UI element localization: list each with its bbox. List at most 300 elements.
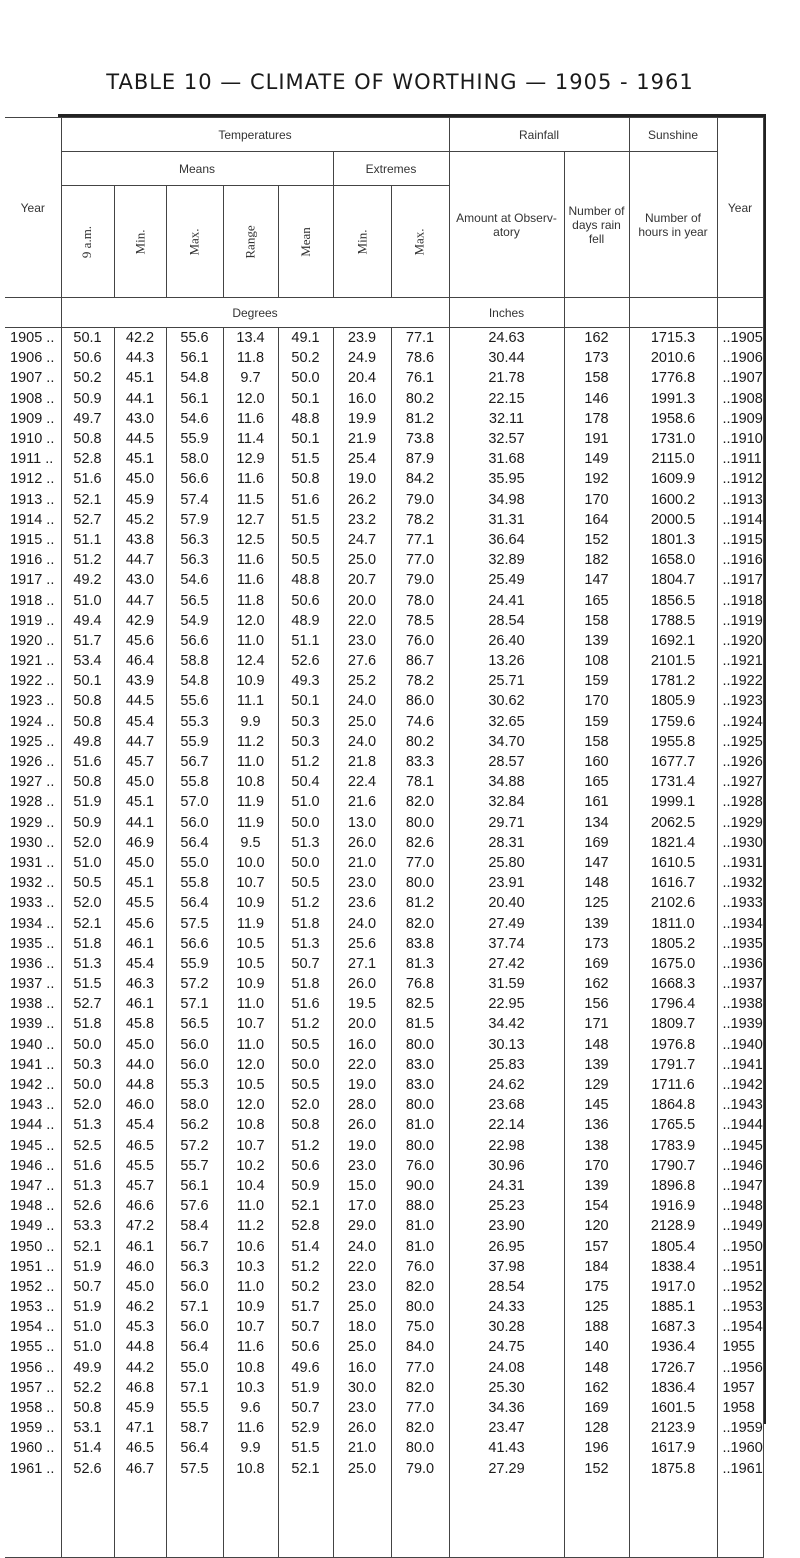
cell-rain: 23.68 — [449, 1095, 564, 1115]
cell-rain: 34.98 — [449, 490, 564, 510]
sun-hours-header: Number of hours in year — [629, 152, 717, 298]
cell-min: 44.7 — [114, 732, 166, 752]
cell-max: 55.3 — [166, 1075, 223, 1095]
cell-sun: 2062.5 — [629, 813, 717, 833]
cell-year: 1957 .. — [5, 1378, 61, 1398]
cell-rain: 27.42 — [449, 954, 564, 974]
cell-mean: 52.9 — [278, 1418, 333, 1438]
cell-am9: 50.1 — [61, 671, 114, 691]
table-row — [5, 1378, 763, 1398]
cell-mean: 51.5 — [278, 449, 333, 469]
cell-yr: ..1951 — [717, 1257, 763, 1277]
cell-days: 145 — [564, 1095, 629, 1115]
cell-emin: 24.0 — [333, 1236, 391, 1256]
cell-rain: 34.36 — [449, 1398, 564, 1418]
cell-emin: 26.2 — [333, 490, 391, 510]
cell-yr: ..1930 — [717, 833, 763, 853]
cell-rain: 37.74 — [449, 934, 564, 954]
table-row — [5, 833, 763, 853]
cell-days: 149 — [564, 449, 629, 469]
cell-am9: 52.0 — [61, 1095, 114, 1115]
cell-emin: 27.6 — [333, 651, 391, 671]
cell-year: 1958 .. — [5, 1398, 61, 1418]
cell-days: 188 — [564, 1317, 629, 1337]
cell-rain: 22.15 — [449, 389, 564, 409]
cell-emin: 19.0 — [333, 469, 391, 489]
cell-am9: 50.6 — [61, 348, 114, 368]
cell-year: 1917 .. — [5, 570, 61, 590]
cell-yr: ..1910 — [717, 429, 763, 449]
cell-days: 148 — [564, 873, 629, 893]
table-row — [5, 429, 763, 449]
cell-max: 56.2 — [166, 1115, 223, 1135]
cell-mean: 51.2 — [278, 1136, 333, 1156]
cell-yr: ..1931 — [717, 853, 763, 873]
cell-min: 45.6 — [114, 913, 166, 933]
cell-sun: 1790.7 — [629, 1156, 717, 1176]
cell-min: 46.5 — [114, 1438, 166, 1458]
cell-rain: 26.40 — [449, 631, 564, 651]
cell-range: 13.4 — [223, 328, 278, 349]
cell-max: 54.9 — [166, 611, 223, 631]
cell-sun: 1759.6 — [629, 712, 717, 732]
cell-days: 191 — [564, 429, 629, 449]
cell-max: 55.6 — [166, 691, 223, 711]
cell-emax: 86.7 — [391, 651, 449, 671]
cell-year: 1910 .. — [5, 429, 61, 449]
cell-year: 1920 .. — [5, 631, 61, 651]
cell-min: 43.0 — [114, 409, 166, 429]
cell-sun: 2123.9 — [629, 1418, 717, 1438]
cell-yr: ..1913 — [717, 490, 763, 510]
cell-rain: 32.89 — [449, 550, 564, 570]
cell-year: 1942 .. — [5, 1075, 61, 1095]
cell-range: 11.0 — [223, 994, 278, 1014]
cell-sun: 1601.5 — [629, 1398, 717, 1418]
cell-year: 1946 .. — [5, 1156, 61, 1176]
cell-days: 157 — [564, 1236, 629, 1256]
cell-yr: ..1929 — [717, 813, 763, 833]
cell-sun: 1791.7 — [629, 1055, 717, 1075]
cell-yr: ..1921 — [717, 651, 763, 671]
cell-range: 10.3 — [223, 1257, 278, 1277]
cell-emax: 82.0 — [391, 1418, 449, 1438]
cell-emax: 80.0 — [391, 1438, 449, 1458]
cell-days: 158 — [564, 611, 629, 631]
cell-emax: 80.2 — [391, 732, 449, 752]
cell-am9: 50.0 — [61, 1035, 114, 1055]
cell-am9: 51.5 — [61, 974, 114, 994]
cell-rain: 30.44 — [449, 348, 564, 368]
cell-min: 44.7 — [114, 550, 166, 570]
cell-am9: 51.0 — [61, 1337, 114, 1357]
cell-year: 1919 .. — [5, 611, 61, 631]
cell-mean: 50.0 — [278, 853, 333, 873]
cell-range: 12.4 — [223, 651, 278, 671]
cell-year: 1932 .. — [5, 873, 61, 893]
cell-min: 45.4 — [114, 1115, 166, 1135]
cell-sun: 1801.3 — [629, 530, 717, 550]
cell-max: 58.8 — [166, 651, 223, 671]
cell-sun: 1600.2 — [629, 490, 717, 510]
table-row — [5, 954, 763, 974]
cell-year: 1905 .. — [5, 328, 61, 349]
cell-min: 46.1 — [114, 934, 166, 954]
cell-rain: 21.78 — [449, 368, 564, 388]
cell-sun: 1711.6 — [629, 1075, 717, 1095]
cell-range: 10.4 — [223, 1176, 278, 1196]
table-row — [5, 1216, 763, 1236]
cell-min: 46.9 — [114, 833, 166, 853]
cell-range: 12.5 — [223, 530, 278, 550]
cell-yr: 1958 — [717, 1398, 763, 1418]
cell-min: 45.0 — [114, 853, 166, 873]
cell-range: 11.6 — [223, 550, 278, 570]
table-row — [5, 1196, 763, 1216]
cell-rain: 34.42 — [449, 1014, 564, 1034]
cell-am9: 51.3 — [61, 954, 114, 974]
cell-emax: 78.0 — [391, 590, 449, 610]
cell-emax: 82.0 — [391, 792, 449, 812]
cell-min: 45.1 — [114, 792, 166, 812]
cell-rain: 31.31 — [449, 510, 564, 530]
cell-days: 108 — [564, 651, 629, 671]
cell-emax: 81.3 — [391, 954, 449, 974]
cell-rain: 24.63 — [449, 328, 564, 349]
cell-sun: 1675.0 — [629, 954, 717, 974]
cell-yr: ..1953 — [717, 1297, 763, 1317]
cell-days: 136 — [564, 1115, 629, 1135]
cell-sun: 1976.8 — [629, 1035, 717, 1055]
cell-emax: 83.0 — [391, 1055, 449, 1075]
cell-sun: 2000.5 — [629, 510, 717, 530]
cell-am9: 51.3 — [61, 1176, 114, 1196]
cell-mean: 50.7 — [278, 1398, 333, 1418]
cell-year: 1945 .. — [5, 1136, 61, 1156]
cell-yr: ..1922 — [717, 671, 763, 691]
cell-rain: 24.62 — [449, 1075, 564, 1095]
table-row — [5, 1317, 763, 1337]
table-row — [5, 389, 763, 409]
cell-sun: 1677.7 — [629, 752, 717, 772]
cell-days: 169 — [564, 833, 629, 853]
cell-sun: 2010.6 — [629, 348, 717, 368]
cell-am9: 50.9 — [61, 389, 114, 409]
cell-am9: 50.2 — [61, 368, 114, 388]
cell-rain: 25.23 — [449, 1196, 564, 1216]
cell-sun: 1805.2 — [629, 934, 717, 954]
cell-min: 45.2 — [114, 510, 166, 530]
cell-emax: 78.1 — [391, 772, 449, 792]
cell-max: 54.6 — [166, 570, 223, 590]
cell-rain: 36.64 — [449, 530, 564, 550]
cell-rain: 30.62 — [449, 691, 564, 711]
cell-am9: 50.0 — [61, 1075, 114, 1095]
cell-range: 12.0 — [223, 1055, 278, 1075]
cell-range: 11.4 — [223, 429, 278, 449]
cell-days: 162 — [564, 974, 629, 994]
cell-emin: 23.6 — [333, 893, 391, 913]
cell-rain: 24.75 — [449, 1337, 564, 1357]
table-row — [5, 732, 763, 752]
cell-year: 1954 .. — [5, 1317, 61, 1337]
cell-sun: 1856.5 — [629, 590, 717, 610]
cell-emax: 78.5 — [391, 611, 449, 631]
cell-year: 1935 .. — [5, 934, 61, 954]
cell-am9: 53.4 — [61, 651, 114, 671]
cell-emin: 25.0 — [333, 1337, 391, 1357]
cell-year: 1923 .. — [5, 691, 61, 711]
cell-min: 43.0 — [114, 570, 166, 590]
cell-min: 44.2 — [114, 1358, 166, 1378]
cell-max: 56.6 — [166, 631, 223, 651]
cell-min: 45.9 — [114, 490, 166, 510]
cell-am9: 51.0 — [61, 1317, 114, 1337]
cell-range: 11.6 — [223, 469, 278, 489]
table-row — [5, 1055, 763, 1075]
cell-year: 1918 .. — [5, 590, 61, 610]
cell-yr: ..1916 — [717, 550, 763, 570]
cell-max: 57.9 — [166, 510, 223, 530]
cell-yr: ..1915 — [717, 530, 763, 550]
cell-max: 56.5 — [166, 590, 223, 610]
cell-year: 1956 .. — [5, 1358, 61, 1378]
cell-yr: ..1928 — [717, 792, 763, 812]
table-row — [5, 1075, 763, 1095]
cell-range: 11.9 — [223, 813, 278, 833]
cell-yr: ..1936 — [717, 954, 763, 974]
cell-emax: 78.6 — [391, 348, 449, 368]
cell-emax: 73.8 — [391, 429, 449, 449]
cell-am9: 51.9 — [61, 1257, 114, 1277]
cell-days: 129 — [564, 1075, 629, 1095]
cell-mean: 51.6 — [278, 994, 333, 1014]
extremes-header: Extremes — [333, 152, 449, 186]
cell-emax: 76.0 — [391, 1257, 449, 1277]
cell-mean: 52.0 — [278, 1095, 333, 1115]
cell-sun: 1811.0 — [629, 913, 717, 933]
cell-yr: ..1948 — [717, 1196, 763, 1216]
cell-max: 57.4 — [166, 490, 223, 510]
cell-sun: 1917.0 — [629, 1277, 717, 1297]
cell-year: 1916 .. — [5, 550, 61, 570]
cell-min: 46.0 — [114, 1095, 166, 1115]
cell-year: 1929 .. — [5, 813, 61, 833]
cell-min: 44.1 — [114, 389, 166, 409]
cell-rain: 23.90 — [449, 1216, 564, 1236]
cell-yr: ..1959 — [717, 1418, 763, 1438]
cell-min: 46.2 — [114, 1297, 166, 1317]
cell-rain: 28.54 — [449, 1277, 564, 1297]
cell-max: 56.0 — [166, 1055, 223, 1075]
cell-yr: ..1937 — [717, 974, 763, 994]
cell-year: 1931 .. — [5, 853, 61, 873]
cell-emax: 80.0 — [391, 1136, 449, 1156]
cell-max: 57.6 — [166, 1196, 223, 1216]
cell-min: 44.8 — [114, 1075, 166, 1095]
table-row — [5, 530, 763, 550]
cell-emin: 15.0 — [333, 1176, 391, 1196]
cell-rain: 25.80 — [449, 853, 564, 873]
cell-am9: 52.1 — [61, 1236, 114, 1256]
cell-days: 139 — [564, 913, 629, 933]
cell-sun: 1692.1 — [629, 631, 717, 651]
cell-mean: 52.1 — [278, 1196, 333, 1216]
cell-emax: 77.1 — [391, 530, 449, 550]
cell-sun: 1805.9 — [629, 691, 717, 711]
cell-rain: 28.54 — [449, 611, 564, 631]
cell-range: 10.6 — [223, 1236, 278, 1256]
cell-emin: 28.0 — [333, 1095, 391, 1115]
cell-emin: 23.0 — [333, 1398, 391, 1418]
cell-am9: 53.1 — [61, 1418, 114, 1438]
cell-emax: 78.2 — [391, 510, 449, 530]
cell-emin: 19.0 — [333, 1136, 391, 1156]
cell-max: 55.3 — [166, 712, 223, 732]
cell-days: 170 — [564, 691, 629, 711]
cell-emin: 25.6 — [333, 934, 391, 954]
cell-range: 10.8 — [223, 1459, 278, 1479]
cell-emin: 29.0 — [333, 1216, 391, 1236]
cell-emin: 13.0 — [333, 813, 391, 833]
cell-days: 159 — [564, 671, 629, 691]
cell-year: 1959 .. — [5, 1418, 61, 1438]
cell-mean: 51.5 — [278, 1438, 333, 1458]
cell-mean: 51.3 — [278, 934, 333, 954]
cell-max: 57.2 — [166, 974, 223, 994]
cell-max: 56.6 — [166, 469, 223, 489]
table-row — [5, 893, 763, 913]
cell-year: 1949 .. — [5, 1216, 61, 1236]
cell-mean: 51.5 — [278, 510, 333, 530]
cell-max: 55.6 — [166, 328, 223, 349]
cell-range: 10.7 — [223, 1317, 278, 1337]
cell-days: 169 — [564, 954, 629, 974]
cell-am9: 50.5 — [61, 873, 114, 893]
cell-range: 11.6 — [223, 1418, 278, 1438]
cell-min: 45.5 — [114, 1156, 166, 1176]
cell-days: 162 — [564, 328, 629, 349]
cell-am9: 52.2 — [61, 1378, 114, 1398]
cell-yr: ..1908 — [717, 389, 763, 409]
cell-mean: 50.6 — [278, 1337, 333, 1357]
cell-rain: 22.95 — [449, 994, 564, 1014]
cell-mean: 52.6 — [278, 651, 333, 671]
cell-emin: 25.0 — [333, 1459, 391, 1479]
cell-max: 56.3 — [166, 1257, 223, 1277]
table-row — [5, 853, 763, 873]
cell-rain: 24.08 — [449, 1358, 564, 1378]
cell-mean: 50.2 — [278, 1277, 333, 1297]
cell-max: 57.1 — [166, 1297, 223, 1317]
table-row — [5, 873, 763, 893]
cell-range: 10.9 — [223, 893, 278, 913]
cell-am9: 51.0 — [61, 853, 114, 873]
cell-min: 46.3 — [114, 974, 166, 994]
cell-sun: 1838.4 — [629, 1257, 717, 1277]
cell-rain: 30.96 — [449, 1156, 564, 1176]
cell-min: 43.8 — [114, 530, 166, 550]
cell-sun: 1875.8 — [629, 1459, 717, 1479]
table-row — [5, 792, 763, 812]
cell-sun: 1864.8 — [629, 1095, 717, 1115]
cell-yr: ..1943 — [717, 1095, 763, 1115]
cell-max: 56.4 — [166, 1337, 223, 1357]
cell-max: 56.4 — [166, 1438, 223, 1458]
table-row — [5, 1156, 763, 1176]
cell-emax: 86.0 — [391, 691, 449, 711]
table-row — [5, 712, 763, 732]
cell-yr: ..1924 — [717, 712, 763, 732]
cell-range: 10.3 — [223, 1378, 278, 1398]
cell-yr: ..1919 — [717, 611, 763, 631]
cell-am9: 52.8 — [61, 449, 114, 469]
cell-min: 45.1 — [114, 449, 166, 469]
cell-emax: 80.0 — [391, 1035, 449, 1055]
cell-min: 44.7 — [114, 590, 166, 610]
cell-am9: 50.8 — [61, 1398, 114, 1418]
cell-min: 46.6 — [114, 1196, 166, 1216]
table-row — [5, 1136, 763, 1156]
table-row — [5, 409, 763, 429]
cell-min: 45.0 — [114, 1277, 166, 1297]
cell-emin: 16.0 — [333, 1358, 391, 1378]
cell-range: 11.0 — [223, 1196, 278, 1216]
cell-am9: 52.1 — [61, 490, 114, 510]
cell-mean: 50.7 — [278, 954, 333, 974]
cell-yr: ..1940 — [717, 1035, 763, 1055]
cell-emax: 78.2 — [391, 671, 449, 691]
cell-sun: 2101.5 — [629, 651, 717, 671]
cell-days: 182 — [564, 550, 629, 570]
cell-days: 165 — [564, 772, 629, 792]
table-row — [5, 1358, 763, 1378]
table-row — [5, 368, 763, 388]
cell-am9: 50.8 — [61, 691, 114, 711]
cell-range: 11.6 — [223, 409, 278, 429]
cell-am9: 49.9 — [61, 1358, 114, 1378]
cell-yr: ..1944 — [717, 1115, 763, 1135]
cell-emin: 25.2 — [333, 671, 391, 691]
cell-year: 1930 .. — [5, 833, 61, 853]
table-body — [5, 328, 763, 1558]
cell-emin: 26.0 — [333, 833, 391, 853]
cell-am9: 51.2 — [61, 550, 114, 570]
cell-year: 1953 .. — [5, 1297, 61, 1317]
cell-sun: 1916.9 — [629, 1196, 717, 1216]
cell-sun: 1731.0 — [629, 429, 717, 449]
cell-range: 11.2 — [223, 732, 278, 752]
cell-mean: 50.1 — [278, 389, 333, 409]
cell-days: 125 — [564, 1297, 629, 1317]
cell-am9: 51.7 — [61, 631, 114, 651]
cell-emin: 24.0 — [333, 691, 391, 711]
cell-yr: ..1917 — [717, 570, 763, 590]
cell-yr: ..1935 — [717, 934, 763, 954]
cell-am9: 51.4 — [61, 1438, 114, 1458]
cell-days: 164 — [564, 510, 629, 530]
cell-days: 152 — [564, 1459, 629, 1479]
cell-am9: 51.6 — [61, 1156, 114, 1176]
cell-max: 57.0 — [166, 792, 223, 812]
cell-min: 47.2 — [114, 1216, 166, 1236]
cell-sun: 1955.8 — [629, 732, 717, 752]
cell-sun: 1936.4 — [629, 1337, 717, 1357]
cell-emax: 81.2 — [391, 893, 449, 913]
cell-mean: 50.0 — [278, 813, 333, 833]
table-row — [5, 1459, 763, 1479]
cell-mean: 48.8 — [278, 409, 333, 429]
